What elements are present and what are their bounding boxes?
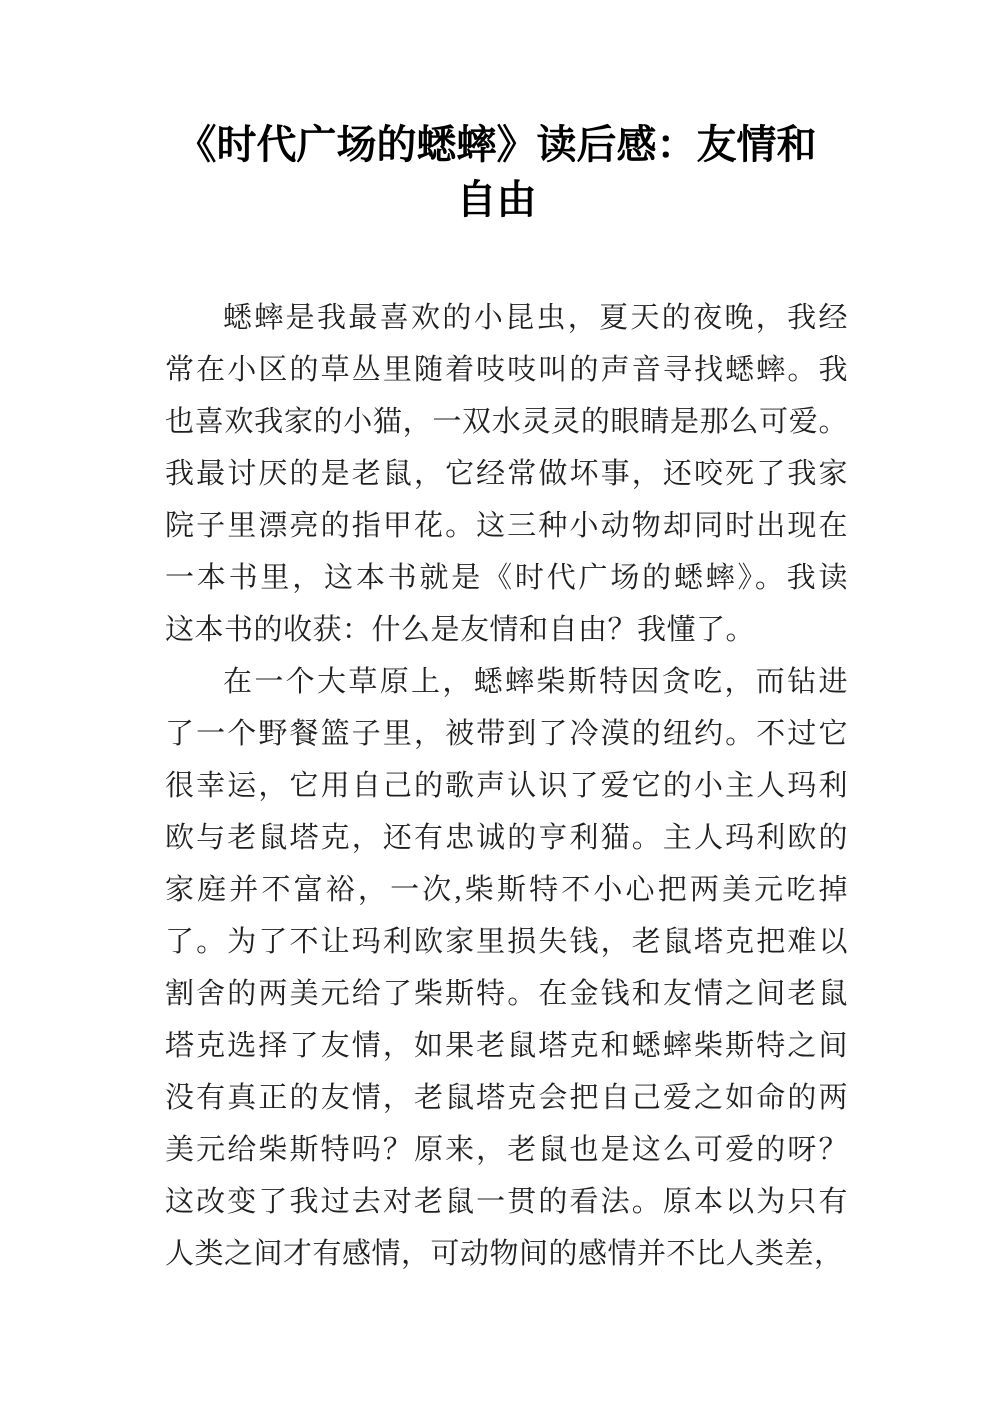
body-line: 割舍的两美元给了柴斯特。在金钱和友情之间老鼠: [165, 978, 848, 1010]
body-line: 一本书里，这本书就是《时代广场的蟋蟀》。我读: [165, 562, 848, 594]
body-line: 院子里漂亮的指甲花。这三种小动物却同时出现在: [165, 510, 848, 542]
body-line: 也喜欢我家的小猫，一双水灵灵的眼睛是那么可爱。: [165, 406, 848, 438]
document-body: [0, 292, 993, 1280]
body-line: 了一个野餐篮子里，被带到了冷漠的纽约。不过它: [165, 718, 848, 750]
paragraph-2: [165, 656, 848, 1280]
body-line: 家庭并不富裕，一次,柴斯特不小心把两美元吃掉: [165, 874, 848, 906]
body-line: 美元给柴斯特吗？原来，老鼠也是这么可爱的呀？: [165, 1134, 848, 1166]
body-line: 我最讨厌的是老鼠，它经常做坏事，还咬死了我家: [165, 458, 848, 490]
body-line: 了。为了不让玛利欧家里损失钱，老鼠塔克把难以: [165, 926, 848, 958]
title-line-1: 《时代广场的蟋蟀》读后感：友情和: [176, 123, 817, 167]
body-line: 常在小区的草丛里随着吱吱叫的声音寻找蟋蟀。我: [165, 354, 848, 386]
body-line: 这改变了我过去对老鼠一贯的看法。原本以为只有: [165, 1186, 848, 1218]
title-line-2: 自由: [456, 178, 537, 222]
paragraph-1: [165, 292, 848, 656]
document-title: [0, 0, 993, 228]
body-line: 没有真正的友情，老鼠塔克会把自己爱之如命的两: [165, 1082, 848, 1114]
body-line: 很幸运，它用自己的歌声认识了爱它的小主人玛利: [165, 770, 848, 802]
body-line: 这本书的收获：什么是友情和自由？我懂了。: [165, 614, 756, 646]
body-line: 在一个大草原上，蟋蟀柴斯特因贪吃，而钻进: [223, 666, 848, 698]
body-line: 欧与老鼠塔克，还有忠诚的亨利猫。主人玛利欧的: [165, 822, 848, 854]
body-line: 蟋蟀是我最喜欢的小昆虫，夏天的夜晚，我经: [223, 302, 848, 334]
body-line: 人类之间才有感情，可动物间的感情并不比人类差，: [165, 1238, 844, 1270]
body-line: 塔克选择了友情，如果老鼠塔克和蟋蟀柴斯特之间: [165, 1030, 848, 1062]
